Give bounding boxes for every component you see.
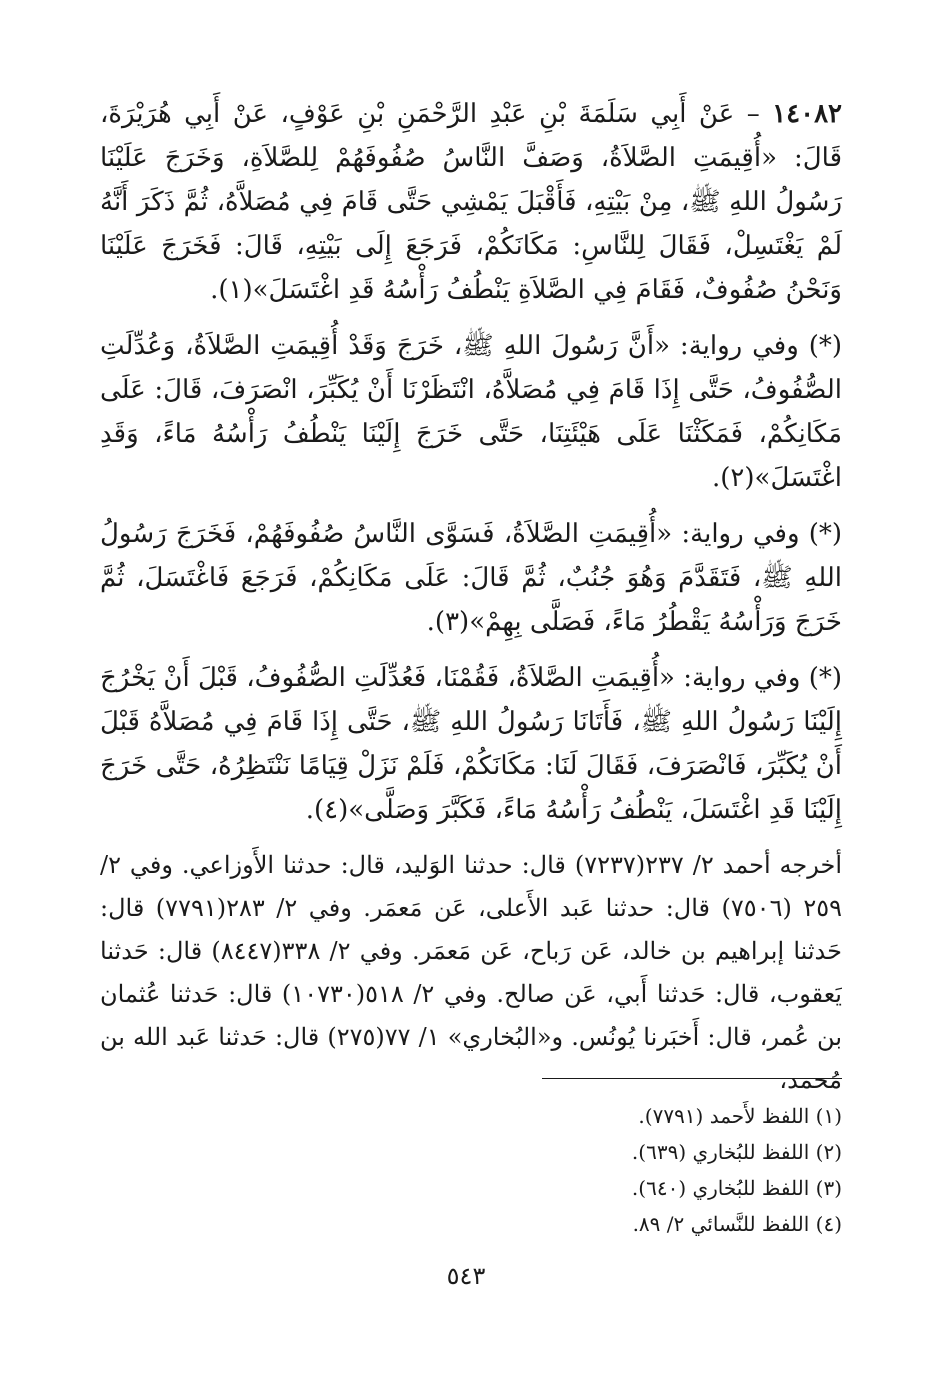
hadith-text: – عَنْ أَبِي سَلَمَةَ بْنِ عَبْدِ الرَّحْمَنِ بْنِ عَوْفٍ، عَنْ أَبِي هُرَيْرَةَ، قَالَ: «أُقِيمَتِ الصَّلاَةُ، وَصَفَّ النَّاسُ صُفُوفَهُمْ لِلصَّلاَةِ، وَخَرَجَ عَلَيْنَا رَسُولُ اللهِ ﷺ، مِنْ بَيْتِهِ، فَأَقْبَلَ يَمْشِي حَتَّى قَامَ فِي مُصَلاَّهُ، ثُمَّ ذَكَرَ أَنَّهُ لَمْ يَغْتَسِلْ، فَقَالَ لِلنَّاسِ: مَكَانَكُمْ، فَرَجَعَ إِلَى بَيْتِهِ، قَالَ: فَخَرَجَ عَلَيْنَا وَنَحْنُ صُفُوفٌ، فَقَامَ فِي الصَّلاَةِ يَنْطُفُ رَأْسُهُ قَدِ اغْتَسَلَ»(١). [100,99,842,305]
footnotes [100,1098,842,1242]
footnote-divider [542,1078,842,1079]
hadith-number: ١٤٠٨٢ [772,99,842,129]
riwaya-paragraph-3: (*) وفي رواية: «أُقِيمَتِ الصَّلاَةُ، فَقُمْنَا، فَعُدِّلَتِ الصُّفُوفُ، قَبْلَ أَنْ يَخْرُجَ إِلَيْنَا رَسُولُ اللهِ ﷺ، فَأَتَانَا رَسُولُ اللهِ ﷺ، حَتَّى إِذَا قَامَ فِي مُصَلاَّهُ قَبْلَ أَنْ يُكَبِّرَ، فَانْصَرَفَ، فَقَالَ لَنَا: مَكَانَكُمْ، فَلَمْ نَزَلْ قِيَامًا نَنْتَظِرُهُ، حَتَّى خَرَجَ إِلَيْنَا قَدِ اغْتَسَلَ، يَنْطُفُ رَأْسُهُ مَاءً، فَكَبَّرَ وَصَلَّى»(٤). [100,663,842,825]
page-number: ٥٤٣ [446,1262,486,1290]
footnote-4: (٤) اللفظ للنَّسائي ٢/ ٨٩. [632,1212,842,1236]
footnote-1: (١) اللفظ لأَحمد (٧٧٩١). [638,1104,842,1128]
footnote-2: (٢) اللفظ للبُخاري (٦٣٩). [631,1140,842,1164]
page-body [100,92,842,1102]
takhrij-sources-paragraph: أخرجه أحمد ٢/ ٢٣٧(٧٢٣٧) قال: حدثنا الوَليد، قال: حدثنا الأَوزاعي. وفي ٢/ ٢٥٩ (٧٥٠٦) قال: حدثنا عَبد الأَعلى، عَن مَعمَر. وفي ٢/ ٢٨٣(٧٧٩١) قال: حَدثنا إبراهيم بن خالد، عَن رَباح، عَن مَعمَر. وفي ٢/ ٣٣٨(٨٤٤٧) قال: حَدثنا يَعقوب، قال: حَدثنا أَبي، عَن صالح. وفي ٢/ ٥١٨(١٠٧٣٠) قال: حَدثنا عُثمان بن عُمر، قال: أَخبَرنا يُونُس. و«البُخاري» ١/ ٧٧(٢٧٥) قال: حَدثنا عَبد الله بن مُحمد، [100,851,842,1094]
footnote-3: (٣) اللفظ للبُخاري (٦٤٠). [631,1176,842,1200]
riwaya-paragraph-1: (*) وفي رواية: «أَنَّ رَسُولَ اللهِ ﷺ، خَرَجَ وَقَدْ أُقِيمَتِ الصَّلاَةُ، وَعُدِّلَتِ الصُّفُوفُ، حَتَّى إِذَا قَامَ فِي مُصَلاَّهُ، انْتَظَرْنَا أَنْ يُكَبِّرَ، انْصَرَفَ، قَالَ: عَلَى مَكَانِكُمْ، فَمَكَثْنَا عَلَى هَيْئَتِنَا، حَتَّى خَرَجَ إِلَيْنَا يَنْطُفُ رَأْسُهُ مَاءً، وَقَدِ اغْتَسَلَ»(٢). [100,331,842,493]
riwaya-paragraph-2: (*) وفي رواية: «أُقِيمَتِ الصَّلاَةُ، فَسَوَّى النَّاسُ صُفُوفَهُمْ، فَخَرَجَ رَسُولُ اللهِ ﷺ، فَتَقَدَّمَ وَهُوَ جُنُبٌ، ثُمَّ قَالَ: عَلَى مَكَانِكُمْ، فَرَجَعَ فَاغْتَسَلَ، ثُمَّ خَرَجَ وَرَأْسُهُ يَقْطُرُ مَاءً، فَصَلَّى بِهِمْ»(٣). [100,519,842,637]
hadith-main-paragraph [100,92,842,312]
